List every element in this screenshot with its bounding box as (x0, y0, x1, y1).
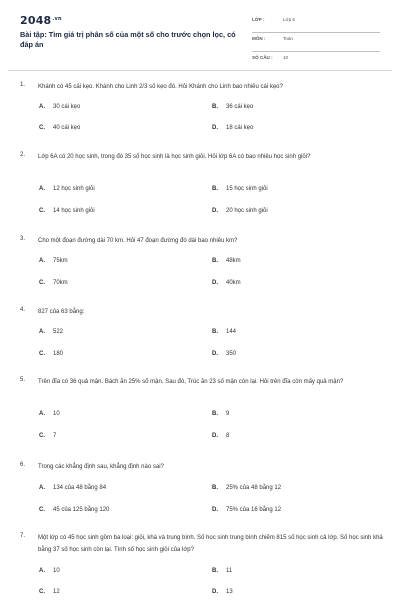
meta-row-subject (252, 33, 380, 52)
option-letter: D. (212, 589, 218, 595)
option-letter: D. (212, 433, 218, 439)
option-a[interactable] (39, 186, 95, 192)
option-text: 13 (226, 589, 233, 595)
option-text: 75% của 16 bằng 12 (226, 507, 282, 513)
option-text: 350 (226, 351, 237, 357)
option-a[interactable] (39, 568, 60, 574)
meta-row-class (252, 14, 380, 33)
option-letter: D. (212, 208, 218, 214)
question-text: Khánh có 45 cái kẹo. Khánh cho Linh 2/3 số kẹo đó. Hỏi Khánh cho Linh bao nhiêu cái kẹo? (38, 84, 283, 90)
question-text: Lớp 6A có 20 học sinh, trong đó 35 số học sinh là học sinh giỏi. Hỏi lớp 6A có bao nhiêu học sinh giỏi? (38, 154, 311, 160)
option-c[interactable] (39, 589, 60, 595)
option-c[interactable] (39, 433, 56, 439)
header-divider (8, 70, 392, 71)
option-text: 15 học sinh giỏi (226, 186, 268, 192)
question-number: 5. (20, 377, 26, 383)
option-letter: D. (212, 280, 218, 286)
meta-info (252, 14, 380, 71)
option-letter: B. (212, 329, 218, 335)
option-d[interactable] (212, 280, 241, 286)
option-letter: A. (39, 485, 45, 491)
option-b[interactable] (212, 186, 268, 192)
meta-label: MÔN : (252, 36, 266, 41)
option-letter: C. (39, 125, 45, 131)
option-text: 14 học sinh giỏi (53, 208, 95, 214)
option-letter: C. (39, 507, 45, 513)
logo-suffix: .vn (52, 16, 62, 22)
option-c[interactable] (39, 280, 68, 286)
option-text: 522 (53, 329, 64, 335)
question-number: 4. (20, 307, 26, 313)
option-text: 75km (53, 258, 68, 264)
question-number: 3. (20, 236, 26, 242)
option-letter: B. (212, 485, 218, 491)
option-letter: A. (39, 411, 45, 417)
option-b[interactable] (212, 329, 236, 335)
page-title: Bài tập: Tìm giá trị phân số của một số cho trước chọn lọc, có đáp án (20, 30, 236, 49)
option-text: 11 (226, 568, 233, 574)
option-letter: B. (212, 186, 218, 192)
option-letter: A. (39, 104, 45, 110)
option-text: 20 học sinh giỏi (226, 208, 268, 214)
option-letter: B. (212, 411, 218, 417)
question-text: Trong các khẳng định sau, khẳng định nào sai? (38, 464, 164, 470)
option-text: 9 (226, 411, 230, 417)
option-d[interactable] (212, 433, 229, 439)
option-text: 8 (226, 433, 230, 439)
option-letter: A. (39, 186, 45, 192)
option-text: 12 học sinh giỏi (53, 186, 95, 192)
option-letter: C. (39, 280, 45, 286)
worksheet-header (0, 0, 400, 68)
option-letter: C. (39, 208, 45, 214)
option-text: 25% của 48 bằng 12 (226, 485, 282, 491)
option-letter: D. (212, 507, 218, 513)
option-c[interactable] (39, 507, 109, 513)
option-text: 144 (226, 329, 237, 335)
meta-label: SỐ CÂU : (252, 55, 273, 60)
option-b[interactable] (212, 258, 241, 264)
option-a[interactable] (39, 411, 60, 417)
option-letter: B. (212, 568, 218, 574)
option-a[interactable] (39, 485, 106, 491)
option-text: 7 (53, 433, 57, 439)
option-a[interactable] (39, 104, 80, 110)
option-d[interactable] (212, 589, 233, 595)
option-text: 36 cái kẹo (226, 104, 254, 110)
question-text: Một lớp có 45 học sinh gồm ba loại: giỏi, khá và trung bình. Số học sinh trung bình chiếm 815 số học sinh cả lớp. Số học sinh khá bằng 37 số học sinh còn lại. Tính số học sinh giỏi của lớp? (38, 535, 383, 553)
question-number: 1. (20, 82, 26, 88)
option-text: 180 (53, 351, 64, 357)
option-text: 45 của 125 bằng 120 (53, 507, 110, 513)
option-b[interactable] (212, 568, 232, 574)
option-text: 134 của 48 bằng 84 (53, 485, 107, 491)
option-text: 40 cái kẹo (53, 125, 81, 131)
option-b[interactable] (212, 104, 253, 110)
option-text: 40km (226, 280, 241, 286)
option-text: 12 (53, 589, 60, 595)
option-c[interactable] (39, 208, 95, 214)
option-d[interactable] (212, 208, 268, 214)
meta-row-count (252, 52, 380, 71)
meta-label: LỚP : (252, 17, 265, 22)
option-letter: D. (212, 125, 218, 131)
option-letter: D. (212, 351, 218, 357)
question-number: 7. (20, 533, 26, 539)
option-letter: B. (212, 258, 218, 264)
option-letter: A. (39, 329, 45, 335)
option-letter: C. (39, 433, 45, 439)
option-a[interactable] (39, 329, 63, 335)
option-d[interactable] (212, 507, 281, 513)
question-number: 6. (20, 462, 26, 468)
option-letter: A. (39, 568, 45, 574)
question-text: 827 của 63 bằng: (38, 309, 85, 315)
question-number: 2. (20, 152, 26, 158)
option-text: 10 (53, 411, 60, 417)
site-logo[interactable] (20, 14, 62, 27)
option-letter: B. (212, 104, 218, 110)
option-c[interactable] (39, 125, 80, 131)
option-letter: C. (39, 351, 45, 357)
option-c[interactable] (39, 351, 63, 357)
question-text: Cho một đoạn đường dài 70 km. Hỏi 47 đoạn đường đó dài bao nhiêu km? (38, 238, 238, 244)
option-text: 70km (53, 280, 68, 286)
option-text: 18 cái kẹo (226, 125, 254, 131)
logo-text: 2048 (20, 14, 52, 27)
question-text: Trên đĩa có 36 quả mận. Bách ăn 25% số mận. Sau đó, Trúc ăn 23 số mận còn lại. Hỏi trên đĩa còn mấy quả mận? (38, 379, 344, 385)
option-a[interactable] (39, 258, 68, 264)
option-text: 30 cái kẹo (53, 104, 81, 110)
option-d[interactable] (212, 351, 236, 357)
meta-value: 10 (283, 55, 289, 60)
option-text: 48km (226, 258, 241, 264)
option-d[interactable] (212, 125, 253, 131)
meta-value: Toán (283, 36, 293, 41)
option-b[interactable] (212, 411, 229, 417)
option-b[interactable] (212, 485, 281, 491)
option-letter: A. (39, 258, 45, 264)
option-letter: C. (39, 589, 45, 595)
meta-value: Lớp 6 (283, 17, 295, 22)
option-text: 10 (53, 568, 60, 574)
